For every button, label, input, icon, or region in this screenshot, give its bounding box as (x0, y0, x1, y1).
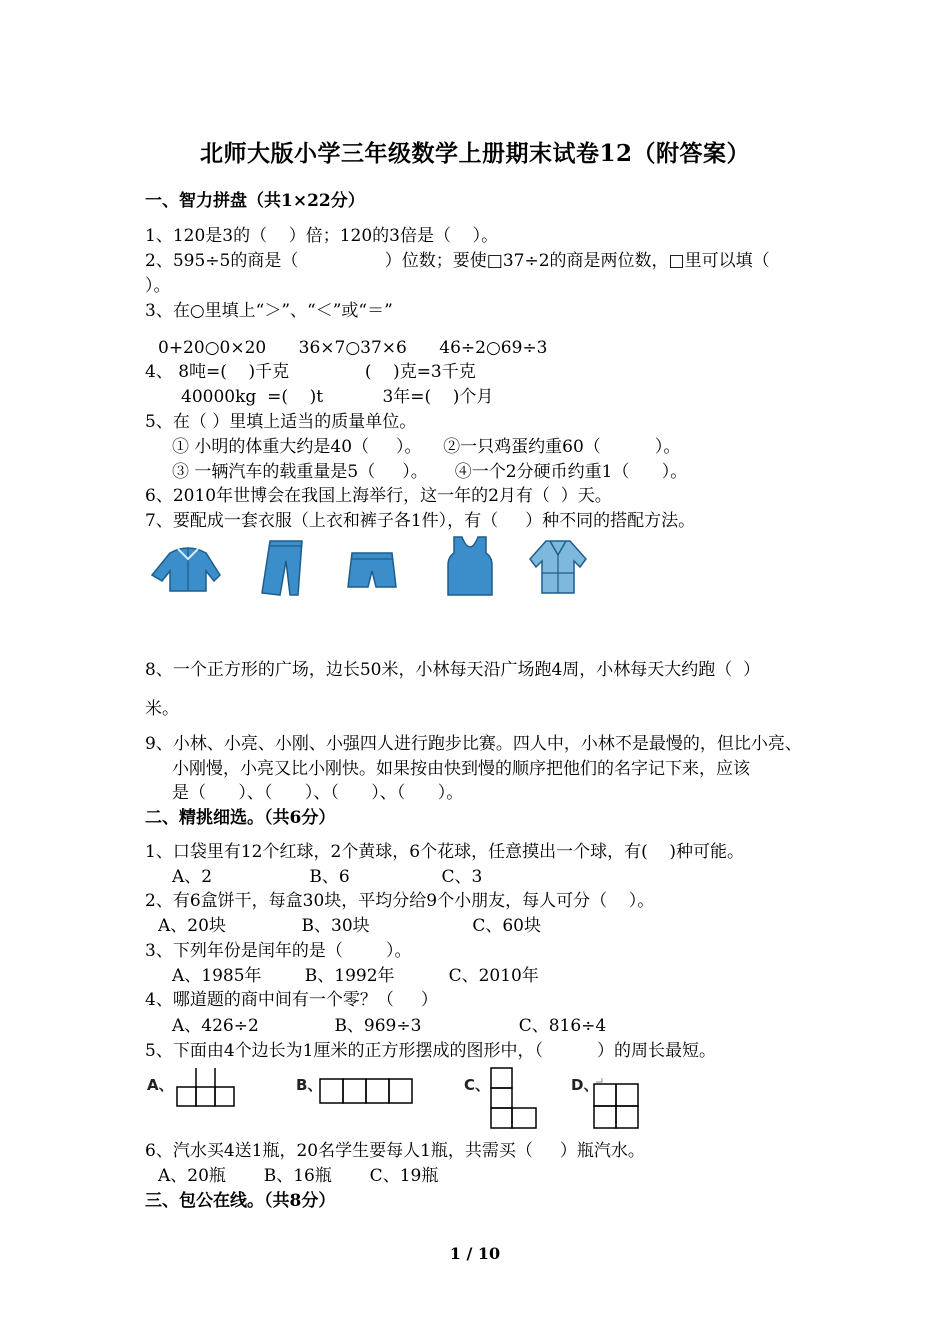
figure-label-b: B、 (296, 1076, 323, 1094)
page-number: 1 / 10 (449, 1244, 501, 1263)
question-1-3: 3、在○里填上“＞”、“＜”或“＝” (145, 301, 393, 321)
question-2-2: 2、有6盒饼干，每盒30块，平均分给9个小朋友，每人可分（ ）。 (145, 891, 655, 911)
pants-icon (262, 541, 302, 595)
question-2-5: 5、下面由4个边长为1厘米的正方形摆成的图形中，（ ）的周长最短。 (145, 1041, 716, 1061)
square-figure-c (490, 1067, 540, 1131)
question-1-5-b: ③ 一辆汽车的载重量是5（ ）。 ④一个2分硬币约重1（ ）。 (172, 462, 688, 482)
question-1-8-cont: 米。 (145, 699, 179, 719)
question-1-7: 7、要配成一套衣服（上衣和裤子各1件），有（ ）种不同的搭配方法。 (145, 511, 696, 531)
question-1-4: 4、 8吨=( )千克 ( )克=3千克 (145, 362, 476, 382)
question-1-4-cont: 40000kg =( )t 3年=( )个月 (181, 387, 494, 407)
page-title: 北师大版小学三年级数学上册期末试卷12（附答案） (199, 140, 750, 167)
question-2-1: 1、口袋里有12个红球，2个黄球，6个花球，任意摸出一个球，有( )种可能。 (145, 842, 744, 862)
question-1-9: 9、小林、小亮、小刚、小强四人进行跑步比赛。四人中，小林不是最慢的，但比小亮、 (145, 734, 802, 754)
question-1-5-a: ① 小明的体重大约是40（ ）。 ②一只鸡蛋约重60（ ）。 (172, 437, 681, 457)
question-2-3: 3、下列年份是闰年的是（ ）。 (145, 941, 412, 961)
question-2-2-options: A、20块 B、30块 C、60块 (158, 916, 541, 936)
question-2-4-options: A、426÷2 B、969÷3 C、816÷4 (172, 1016, 607, 1036)
question-2-1-options: A、2 B、6 C、3 (172, 867, 483, 887)
square-figure-a (176, 1067, 238, 1109)
question-1-2: 2、595÷5的商是（ ）位数；要使□37÷2的商是两位数，□里可以填（ (145, 251, 770, 271)
question-1-3-items: 0+20○0×20 36×7○37×6 46÷2○69÷3 (158, 338, 548, 358)
question-1-9-cont: 小刚慢，小亮又比小刚快。如果按由快到慢的顺序把他们的名字记下来，应该 (172, 759, 750, 779)
figure-label-c: C、 (464, 1076, 491, 1094)
square-figure-b (319, 1078, 415, 1106)
question-2-4: 4、哪道题的商中间有一个零？（ ） (145, 990, 438, 1010)
question-2-3-options: A、1985年 B、1992年 C、2010年 (172, 966, 539, 986)
shorts-icon (348, 553, 396, 587)
question-1-6: 6、2010年世博会在我国上海举行，这一年的2月有（ ）天。 (145, 486, 612, 506)
figure-label-a: A、 (147, 1076, 174, 1094)
section-heading-2: 二、精挑细选。（共6分） (145, 808, 336, 828)
question-1-9-blanks: 是（ ）、（ ）、（ ）、（ ）。 (172, 783, 464, 803)
question-1-8: 8、一个正方形的广场，边长50米，小林每天沿广场跑4周，小林每天大约跑（ ） (145, 660, 761, 680)
question-2-6: 6、汽水买4送1瓶，20名学生要每人1瓶，共需买（ ）瓶汽水。 (145, 1141, 645, 1161)
question-1-5: 5、在（ ）里填上适当的质量单位。 (145, 412, 417, 432)
question-1-2-cont: ）。 (145, 276, 171, 296)
section-heading-3: 三、包公在线。（共8分） (145, 1191, 336, 1211)
section-heading-1: 一、智力拼盘（共1×22分） (145, 191, 365, 211)
coat-icon (530, 541, 586, 593)
jacket-icon (152, 548, 220, 591)
vest-icon (448, 537, 492, 595)
figure-label-d: D、 (571, 1076, 599, 1094)
question-1-1: 1、120是3的（ ）倍；120的3倍是（ ）。 (145, 226, 499, 246)
question-2-6-options: A、20瓶 B、16瓶 C、19瓶 (158, 1166, 439, 1186)
clothes-illustration (148, 535, 588, 601)
square-figure-d (590, 1076, 642, 1132)
